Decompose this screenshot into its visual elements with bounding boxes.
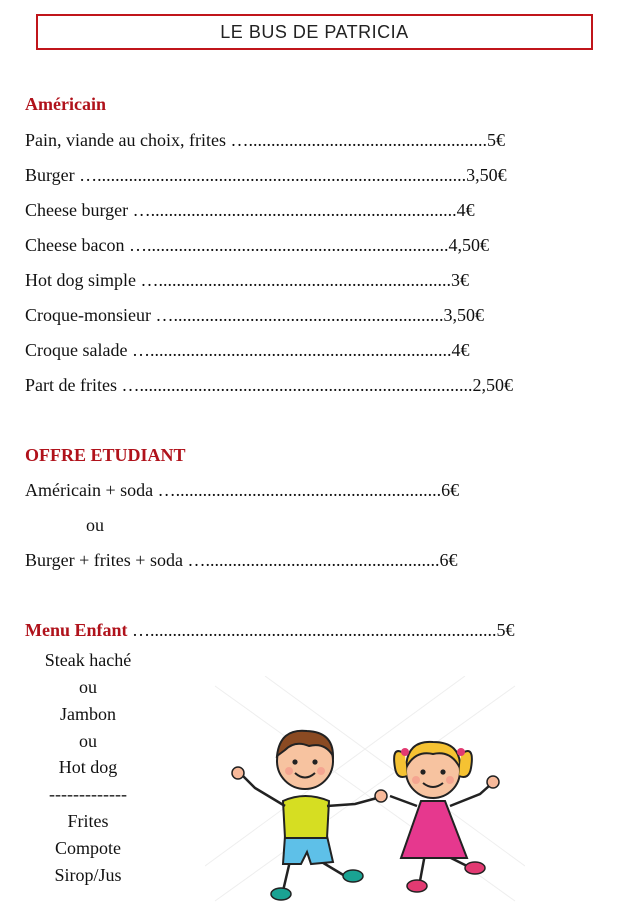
- menu-item: Burger + frites + soda …....................................................6€: [25, 550, 458, 570]
- menu-item: Hot dog simple ….................................................................3€: [25, 270, 469, 290]
- section-title-etudiant: OFFRE ETUDIANT: [25, 445, 186, 465]
- kids-holding-hands-illustration: [205, 676, 525, 911]
- menu-item: Cheese bacon …...................................................................4,50€: [25, 235, 489, 255]
- menu-item: Part de frites …..........................................................................2,50€: [25, 375, 513, 395]
- kids-choice: Jambon: [60, 704, 116, 724]
- kids-choice: ou: [79, 677, 97, 697]
- girl-figure: [375, 742, 499, 892]
- menu-item: Cheese burger …....................................................................4€: [25, 200, 475, 220]
- menu-title-box: [36, 14, 593, 50]
- menu-item: Pain, viande au choix, frites ….....................................................5€: [25, 130, 505, 150]
- kids-choice: Sirop/Jus: [54, 865, 122, 885]
- kids-divider: -------------: [49, 784, 127, 804]
- menu-item: Croque salade …...................................................................4€: [25, 340, 470, 360]
- menu-item: Burger …..................................................................................3,50€: [25, 165, 507, 185]
- section-title-enfant: Menu Enfant: [25, 620, 128, 640]
- kids-choice: Frites: [67, 811, 109, 831]
- section-title-americain: Américain: [25, 94, 106, 114]
- kids-choice: Compote: [55, 838, 121, 858]
- menu-title: LE BUS DE PATRICIA: [220, 21, 409, 42]
- kids-choice: Hot dog: [58, 757, 118, 777]
- menu-enfant-row: Menu Enfant ….............................................................................5€: [25, 620, 515, 640]
- kids-choice: ou: [79, 731, 97, 751]
- kids-choice: Steak haché: [44, 650, 132, 670]
- menu-item: Américain + soda …...........................................................6€: [25, 480, 460, 500]
- menu-item: Croque-monsieur …............................................................3,50€: [25, 305, 484, 325]
- or-separator: ou: [86, 515, 104, 535]
